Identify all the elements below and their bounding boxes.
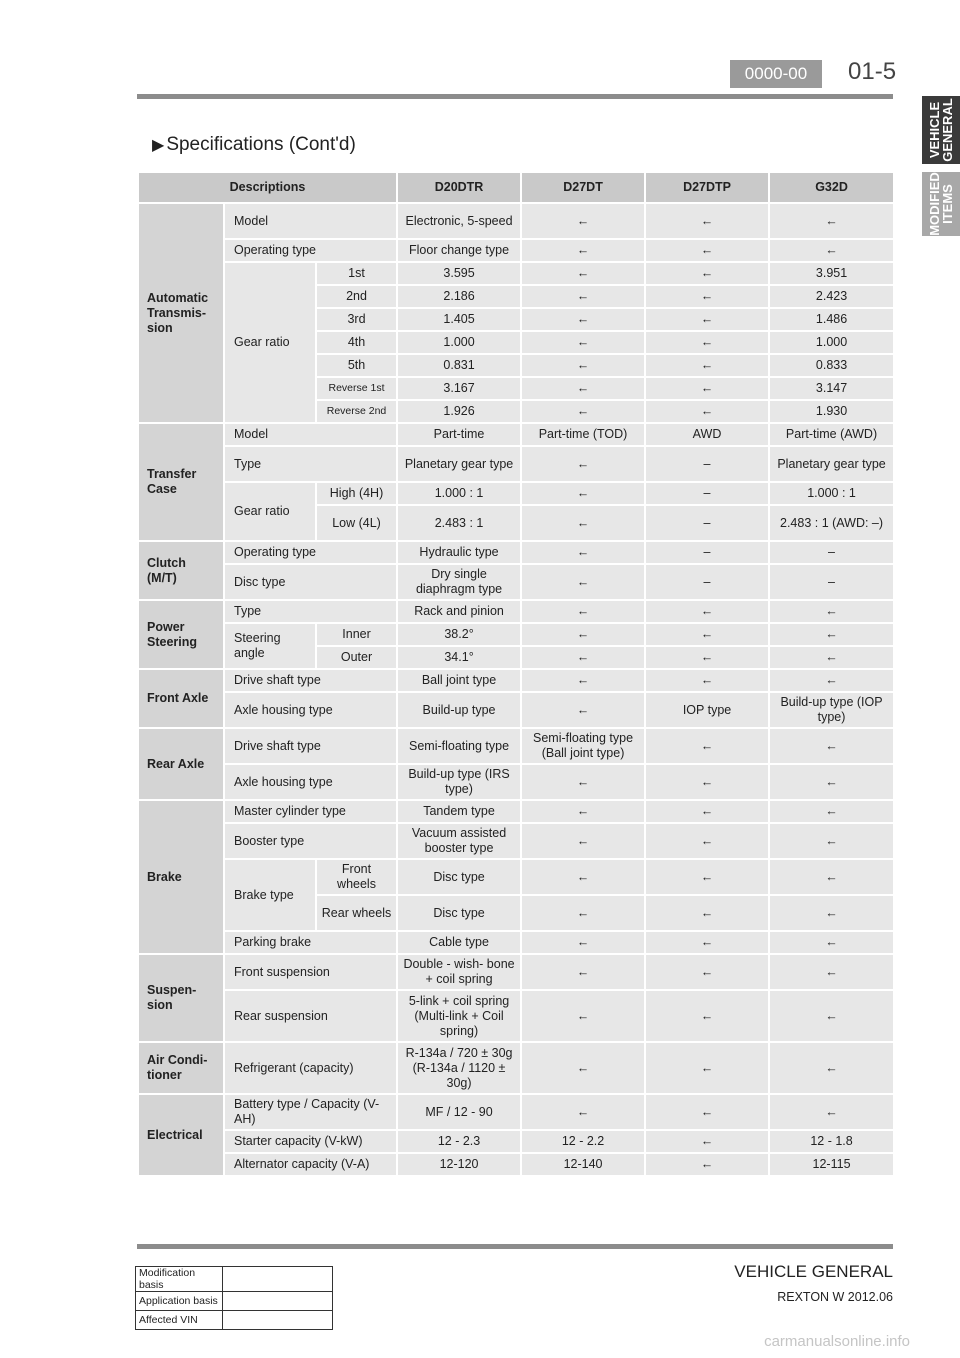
value-cell: ← [521,331,645,354]
table-row [138,564,894,600]
table-row [138,423,894,446]
value-cell: 12 - 2.2 [521,1130,645,1153]
value-cell: ← [645,990,769,1042]
category-cell: Power Steering [138,600,224,669]
value-cell: ← [521,308,645,331]
table-row [138,623,894,646]
value-cell: ← [521,669,645,692]
category-cell: Automatic Transmis- sion [138,203,224,423]
category-cell: Electrical [138,1094,224,1176]
value-cell: ← [521,564,645,600]
item-cell: Gear ratio [224,482,316,541]
value-cell: 1.405 [397,308,521,331]
value-cell: 34.1° [397,646,521,669]
value-cell: ← [521,354,645,377]
value-cell: ← [521,800,645,823]
item-cell: Axle housing type [224,692,397,728]
table-row [138,600,894,623]
value-cell: AWD [645,423,769,446]
item-cell: Gear ratio [224,262,316,423]
value-cell: Floor change type [397,239,521,262]
category-cell: Clutch (M/T) [138,541,224,600]
value-cell: Ball joint type [397,669,521,692]
sub-item-cell: Outer [316,646,397,669]
table-row [138,541,894,564]
value-cell: Build-up type [397,692,521,728]
value-cell: 1.000 : 1 [397,482,521,505]
sub-item-cell: Front wheels [316,859,397,895]
value-cell: ← [645,954,769,990]
item-cell: Brake type [224,859,316,931]
value-cell: IOP type [645,692,769,728]
item-cell: Parking brake [224,931,397,954]
value-cell: ← [645,377,769,400]
value-cell: ← [645,623,769,646]
triangle-bullet-icon: ▶ [152,137,165,154]
value-cell: – [645,564,769,600]
footer-model-date: REXTON W 2012.06 [777,1290,893,1304]
value-cell: ← [521,1042,645,1094]
value-cell: 12-115 [769,1153,894,1176]
sub-item-cell: Low (4L) [316,505,397,541]
value-cell: Double - wish- bone + coil spring [397,954,521,990]
table-row [138,446,894,482]
value-cell: – [769,541,894,564]
value-cell: ← [521,505,645,541]
value-cell: Planetary gear type [397,446,521,482]
value-cell: 0.833 [769,354,894,377]
item-cell: Refrigerant (capacity) [224,1042,397,1094]
affected-vin-value [223,1311,333,1330]
item-cell: Axle housing type [224,764,397,800]
value-cell: ← [645,239,769,262]
table-row [138,669,894,692]
item-cell: Alternator capacity (V-A) [224,1153,397,1176]
footer-chapter-title: VEHICLE GENERAL [734,1262,893,1281]
table-row [138,1130,894,1153]
value-cell: ← [645,800,769,823]
value-cell: ← [769,931,894,954]
value-cell: ← [521,859,645,895]
table-row [138,482,894,505]
value-cell: Rack and pinion [397,600,521,623]
value-cell: ← [769,823,894,859]
application-basis-value [223,1292,333,1311]
item-cell: Disc type [224,564,397,600]
item-cell: Model [224,423,397,446]
value-cell: ← [521,285,645,308]
table-row [138,1042,894,1094]
value-cell: ← [645,308,769,331]
watermark: carmanualsonline.info [764,1333,910,1350]
page-number: 01-5 [848,58,897,85]
sub-item-cell: 1st [316,262,397,285]
value-cell: ← [769,990,894,1042]
value-cell: Planetary gear type [769,446,894,482]
value-cell: 1.926 [397,400,521,423]
value-cell: ← [769,895,894,931]
category-cell: Brake [138,800,224,954]
table-row [138,954,894,990]
table-row [138,764,894,800]
column-header: G32D [769,172,894,203]
value-cell: ← [645,646,769,669]
value-cell: ← [645,1130,769,1153]
item-cell: Operating type [224,541,397,564]
sub-item-cell: 5th [316,354,397,377]
value-cell: 3.951 [769,262,894,285]
value-cell: 1.000 : 1 [769,482,894,505]
value-cell: 5-link + coil spring (Multi-link + Coil spring) [397,990,521,1042]
value-cell: – [645,482,769,505]
value-cell: ← [769,859,894,895]
value-cell: ← [521,482,645,505]
value-cell: 3.147 [769,377,894,400]
value-cell: Build-up type (IRS type) [397,764,521,800]
value-cell: 38.2° [397,623,521,646]
table-row [138,931,894,954]
value-cell: ← [521,446,645,482]
value-cell: ← [521,931,645,954]
value-cell: 1.000 [397,331,521,354]
value-cell: ← [521,541,645,564]
column-header: D27DT [521,172,645,203]
category-cell: Air Condi- tioner [138,1042,224,1094]
value-cell: ← [769,728,894,764]
sub-item-cell: Reverse 2nd [316,400,397,423]
item-cell: Type [224,600,397,623]
sub-item-cell: High (4H) [316,482,397,505]
modification-basis-label: Modification basis [136,1267,223,1292]
table-row [136,1292,333,1311]
table-row [138,859,894,895]
value-cell: ← [769,623,894,646]
value-cell: ← [521,239,645,262]
item-cell: Drive shaft type [224,669,397,692]
value-cell: ← [645,823,769,859]
value-cell: ← [521,954,645,990]
value-cell: 12 - 2.3 [397,1130,521,1153]
table-row [138,990,894,1042]
value-cell: ← [645,895,769,931]
value-cell: Part-time [397,423,521,446]
value-cell: ← [769,203,894,239]
value-cell: Part-time (AWD) [769,423,894,446]
application-basis-label: Application basis [136,1292,223,1311]
value-cell: 3.167 [397,377,521,400]
item-cell: Battery type / Capacity (V-AH) [224,1094,397,1130]
value-cell: ← [645,331,769,354]
table-row [138,262,894,285]
value-cell: ← [521,823,645,859]
value-cell: ← [769,764,894,800]
value-cell: ← [645,728,769,764]
value-cell: ← [645,262,769,285]
value-cell: ← [521,203,645,239]
value-cell: ← [769,954,894,990]
item-cell: Drive shaft type [224,728,397,764]
value-cell: 12 - 1.8 [769,1130,894,1153]
value-cell: Part-time (TOD) [521,423,645,446]
value-cell: R-134a / 720 ± 30g (R-134a / 1120 ± 30g) [397,1042,521,1094]
category-cell: Transfer Case [138,423,224,541]
sub-item-cell: Rear wheels [316,895,397,931]
value-cell: ← [769,600,894,623]
item-cell: Starter capacity (V-kW) [224,1130,397,1153]
value-cell: Semi-floating type (Ball joint type) [521,728,645,764]
table-row [136,1267,333,1292]
table-row [138,823,894,859]
item-cell: Booster type [224,823,397,859]
side-tab-vehicle-general[interactable]: VEHICLE GENERAL [922,96,960,164]
section-title: ▶ Specifications (Cont'd) [152,134,356,155]
affected-vin-label: Affected VIN [136,1311,223,1330]
value-cell: 2.483 : 1 [397,505,521,541]
sub-item-cell: Inner [316,623,397,646]
value-cell: ← [645,1094,769,1130]
value-cell: ← [521,600,645,623]
value-cell: 3.595 [397,262,521,285]
table-row [136,1311,333,1330]
column-header: D27DTP [645,172,769,203]
value-cell: 12-140 [521,1153,645,1176]
sub-item-cell: 4th [316,331,397,354]
value-cell: ← [521,895,645,931]
value-cell: ← [521,764,645,800]
modification-table [135,1266,333,1330]
value-cell: ← [645,859,769,895]
value-cell: ← [521,692,645,728]
item-cell: Operating type [224,239,397,262]
value-cell: Tandem type [397,800,521,823]
value-cell: ← [521,400,645,423]
value-cell: ← [521,623,645,646]
value-cell: Electronic, 5-speed [397,203,521,239]
column-header: D20DTR [397,172,521,203]
table-row [138,1153,894,1176]
value-cell: Vacuum assisted booster type [397,823,521,859]
value-cell: ← [645,354,769,377]
value-cell: ← [645,1042,769,1094]
column-header: Descriptions [138,172,397,203]
value-cell: ← [645,669,769,692]
table-row [138,800,894,823]
category-cell: Suspen- sion [138,954,224,1042]
value-cell: ← [645,400,769,423]
section-code-badge: 0000-00 [730,60,822,88]
table-row [138,692,894,728]
footer-divider [137,1244,893,1249]
value-cell: Cable type [397,931,521,954]
table-header-row [138,172,894,203]
value-cell: 1.930 [769,400,894,423]
item-cell: Front suspension [224,954,397,990]
value-cell: 12-120 [397,1153,521,1176]
value-cell: Build-up type (IOP type) [769,692,894,728]
sub-item-cell: 2nd [316,285,397,308]
value-cell: ← [769,1042,894,1094]
value-cell: ← [521,646,645,669]
value-cell: ← [769,646,894,669]
value-cell: ← [521,1094,645,1130]
modification-basis-value [223,1267,333,1292]
value-cell: Hydraulic type [397,541,521,564]
value-cell: – [769,564,894,600]
header-divider [137,94,893,99]
item-cell: Steering angle [224,623,316,669]
value-cell: ← [769,239,894,262]
value-cell: Dry single diaphragm type [397,564,521,600]
value-cell: ← [645,203,769,239]
value-cell: ← [521,262,645,285]
value-cell: ← [769,800,894,823]
value-cell: 0.831 [397,354,521,377]
value-cell: Disc type [397,859,521,895]
value-cell: ← [645,764,769,800]
value-cell: Disc type [397,895,521,931]
side-tab-modified-items[interactable]: MODIFIED ITEMS [922,172,960,236]
value-cell: 2.186 [397,285,521,308]
sub-item-cell: Reverse 1st [316,377,397,400]
value-cell: Semi-floating type [397,728,521,764]
item-cell: Type [224,446,397,482]
value-cell: – [645,505,769,541]
value-cell: ← [645,600,769,623]
value-cell: – [645,541,769,564]
table-row [138,1094,894,1130]
value-cell: 1.000 [769,331,894,354]
value-cell: MF / 12 - 90 [397,1094,521,1130]
sub-item-cell: 3rd [316,308,397,331]
item-cell: Master cylinder type [224,800,397,823]
value-cell: 2.483 : 1 (AWD: –) [769,505,894,541]
value-cell: ← [521,990,645,1042]
specifications-table [137,171,895,1177]
value-cell: – [645,446,769,482]
value-cell: ← [645,1153,769,1176]
value-cell: ← [769,1094,894,1130]
value-cell: 2.423 [769,285,894,308]
value-cell: ← [645,931,769,954]
category-cell: Front Axle [138,669,224,728]
value-cell: ← [769,669,894,692]
value-cell: 1.486 [769,308,894,331]
table-row [138,203,894,239]
value-cell: ← [521,377,645,400]
value-cell: ← [645,285,769,308]
item-cell: Rear suspension [224,990,397,1042]
table-row [138,728,894,764]
table-row [138,239,894,262]
item-cell: Model [224,203,397,239]
category-cell: Rear Axle [138,728,224,800]
